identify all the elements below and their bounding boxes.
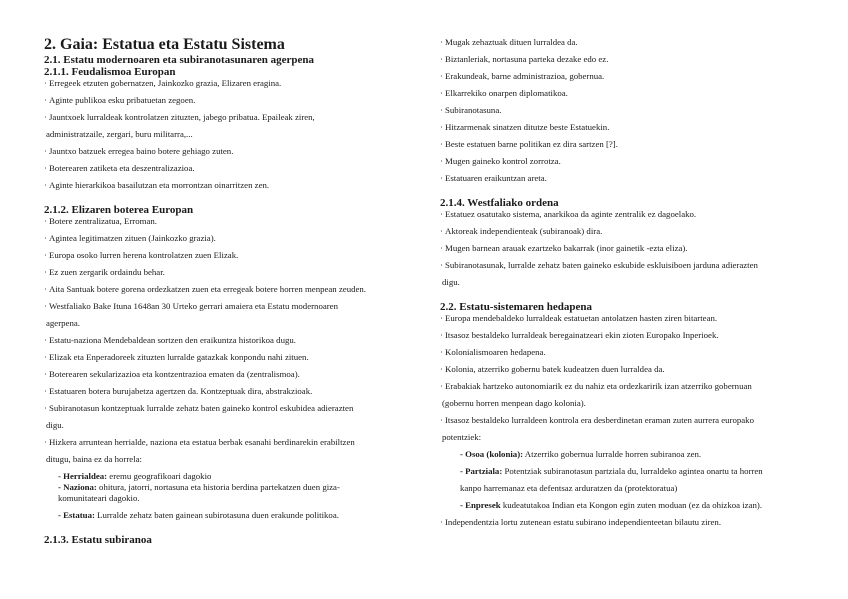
bullet-icon: ·: [440, 226, 443, 236]
bullet-icon: ·: [44, 301, 47, 311]
bullet-item-last: · Independentzia lortu zutenean estatu subirano independienteetan bilautu ziren.: [440, 517, 722, 527]
bullet-icon: ·: [440, 313, 443, 323]
bullet-icon: ·: [44, 386, 47, 396]
bullet-icon: ·: [440, 105, 443, 115]
bullet-icon: ·: [44, 112, 47, 122]
bullet-item: · Erabakiak hartzeko autonomiarik ez du nahiz eta ordezkaririk izan atzerriko gobernuan: [440, 381, 752, 391]
bullet-item: · Europa mendebaldeko lurraldeak estatuetan antolatzen hasten ziren bitartean.: [440, 313, 718, 323]
bullet-icon: ·: [440, 139, 443, 149]
bullet-item: · Elizak eta Enperadoreek zituzten lurralde gatazkak konpondu nahi zituen.: [44, 352, 309, 362]
bullet-item: · Jauntxo batzuek erregea baino botere gehiago zuten.: [44, 146, 234, 156]
bullet-item: · Boterearen zatiketa eta deszentralizazioa.: [44, 163, 195, 173]
bullet-item: · Estatu-naziona Mendebaldean sortzen den eraikuntza historikoa dugu.: [44, 335, 296, 345]
bullet-icon: ·: [44, 180, 47, 190]
definition-estatua: - Estatua: Lurralde zehatz baten gainean subirotasuna duen erakunde politikoa.: [58, 510, 339, 520]
definition-naziona: - Naziona: ohitura, jatorri, nortasuna eta historia berdina partekatzen duen giza-: [58, 482, 340, 492]
definition-naziona-continuation: komunitateari dagokio.: [58, 493, 140, 503]
bullet-item: · Estatuaren botera burujabetza agertzen da. Kontzeptuak dira, abstrakzioak.: [44, 386, 313, 396]
bullet-item: · Hizkera arruntean herrialde, naziona eta estatua berbak esanahi berdinarekin erabiltzen: [44, 437, 355, 447]
bullet-icon: ·: [440, 156, 443, 166]
bullet-icon: ·: [44, 369, 47, 379]
section-2-1-1-heading: 2.1.1. Feudalismoa Europan: [44, 66, 176, 78]
bullet-icon: ·: [44, 284, 47, 294]
bullet-icon: ·: [440, 381, 443, 391]
bullet-icon: ·: [440, 347, 443, 357]
bullet-item: · Itsasoz bestaldeko lurraldeak beregainatzeari ekin zioten Europako Inperioek.: [440, 330, 719, 340]
bullet-item: · Elkarrekiko onarpen diplomatikoa.: [440, 88, 568, 98]
bullet-icon: ·: [440, 54, 443, 64]
bullet-icon: ·: [44, 163, 47, 173]
bullet-item: · Botere zentralizatua, Erroman.: [44, 216, 157, 226]
bullet-item: · Westfaliako Bake Ituna 1648an 30 Urteko gerrari amaiera eta Estatu modernoaren: [44, 301, 338, 311]
bullet-continuation: digu.: [46, 420, 64, 430]
bullet-item: · Subiranotasuna.: [440, 105, 502, 115]
type-osoa: - Osoa (kolonia): Atzerriko gobernua lurralde horren subiranoa zen.: [460, 449, 702, 459]
bullet-icon: ·: [440, 209, 443, 219]
bullet-icon: ·: [440, 364, 443, 374]
bullet-item: · Hitzarmenak sinatzen ditutze beste Estatuekin.: [440, 122, 610, 132]
bullet-item: · Estatuez osatutako sistema, anarkikoa da aginte zentralik ez dagoelako.: [440, 209, 697, 219]
bullet-continuation: agerpena.: [46, 318, 80, 328]
type-enpresek: - Enpresek kudeatutakoa Indian eta Kongon egin zuten moduan (ez da ohizkoa izan).: [460, 500, 763, 510]
bullet-icon: ·: [44, 267, 47, 277]
bullet-item: · Subiranotasun kontzeptuak lurralde zehatz baten gaineko kontrol eskubidea adierazten: [44, 403, 354, 413]
bullet-icon: ·: [440, 88, 443, 98]
bullet-item: · Erakundeak, barne administrazioa, gobernua.: [440, 71, 605, 81]
bullet-icon: ·: [440, 330, 443, 340]
bullet-item: · Subiranotasunak, lurralde zehatz baten gaineko eskubide eskluisiboen jarduna adierazten: [440, 260, 758, 270]
bullet-continuation: potentziek:: [442, 432, 482, 442]
section-2-1-4-heading: 2.1.4. Westfaliako ordena: [440, 197, 559, 209]
bullet-icon: ·: [440, 517, 443, 527]
bullet-item: · Agintea legitimatzen zituen (Jainkozko grazia).: [44, 233, 216, 243]
bullet-item: · Aktoreak independienteak (subiranoak) dira.: [440, 226, 603, 236]
bullet-continuation: digu.: [442, 277, 460, 287]
bullet-continuation: ditugu, baina ez da horrela:: [46, 454, 142, 464]
section-2-1-2-heading: 2.1.2. Elizaren boterea Europan: [44, 204, 194, 216]
page-title: 2. Gaia: Estatua eta Estatu Sistema: [44, 36, 285, 53]
section-2-2-heading: 2.2. Estatu-sistemaren hedapena: [440, 301, 592, 313]
bullet-icon: ·: [440, 71, 443, 81]
bullet-continuation: administratzaile, zergari, buru militarra,...: [46, 129, 193, 139]
bullet-item: · Aginte hierarkikoa basailutzan eta morrontzan oinarritzen zen.: [44, 180, 270, 190]
bullet-icon: ·: [440, 122, 443, 132]
bullet-icon: ·: [440, 415, 443, 425]
bullet-continuation: (gobernu horren menpean dago kolonia).: [442, 398, 586, 408]
bullet-icon: ·: [440, 260, 443, 270]
bullet-item: · Europa osoko lurren herena kontrolatzen zuen Elizak.: [44, 250, 239, 260]
bullet-icon: ·: [44, 437, 47, 447]
definition-herrialdea: - Herrialdea: eremu geografikoari dagokio: [58, 471, 212, 481]
bullet-icon: ·: [44, 146, 47, 156]
bullet-icon: ·: [44, 335, 47, 345]
bullet-item: · Ez zuen zergarik ordaindu behar.: [44, 267, 165, 277]
bullet-icon: ·: [440, 37, 443, 47]
bullet-item: · Kolonia, atzerriko gobernu batek kudeatzen duen lurraldea da.: [440, 364, 665, 374]
bullet-icon: ·: [44, 216, 47, 226]
bullet-item: · Mugen gaineko kontrol zorrotza.: [440, 156, 561, 166]
bullet-item: · Beste estatuen barne politikan ez dira sartzen [?].: [440, 139, 618, 149]
bullet-icon: ·: [440, 173, 443, 183]
bullet-icon: ·: [44, 78, 47, 88]
bullet-icon: ·: [44, 250, 47, 260]
bullet-item: · Erregeek etzuten gobernatzen, Jainkozko grazia, Elizaren eragina.: [44, 78, 282, 88]
bullet-item: · Biztanleriak, nortasuna parteka dezake edo ez.: [440, 54, 609, 64]
section-2-1-3-heading: 2.1.3. Estatu subiranoa: [44, 534, 152, 546]
bullet-icon: ·: [44, 95, 47, 105]
bullet-icon: ·: [440, 243, 443, 253]
type-partziala: - Partziala: Potentziak subiranotasun partziala du, lurraldeko agintea onartu ta horren: [460, 466, 763, 476]
bullet-item: · Itsasoz bestaldeko lurraldeen kontrola era desberdinetan eraman zuten aurrera europako: [440, 415, 754, 425]
section-2-1-heading: 2.1. Estatu modernoaren eta subiranotasunaren agerpena: [44, 54, 315, 66]
bullet-item: · Aginte publikoa esku pribatuetan zegoen.: [44, 95, 196, 105]
right-column: [440, 37, 835, 534]
type-partziala-continuation: kanpo harremanaz eta defentsaz arduratzen da (protektoratua): [460, 483, 678, 493]
bullet-item: · Boterearen sekularizazioa eta kontzentrazioa ematen da (zentralismoa).: [44, 369, 300, 379]
bullet-item: · Mugen barnean arauak ezartzeko bakarrak (inor gainetik -ezta eliza).: [440, 243, 688, 253]
left-column: [44, 37, 439, 546]
bullet-item: · Jauntxoek lurraldeak kontrolatzen zituzten, jabego pribatua. Epaileak ziren,: [44, 112, 315, 122]
bullet-icon: ·: [44, 352, 47, 362]
bullet-icon: ·: [44, 233, 47, 243]
bullet-item: · Kolonialismoaren hedapena.: [440, 347, 546, 357]
bullet-item: · Mugak zehaztuak dituen lurraldea da.: [440, 37, 578, 47]
bullet-item: · Estatuaren eraikuntzan areta.: [440, 173, 547, 183]
bullet-icon: ·: [44, 403, 47, 413]
bullet-item: · Aita Santuak botere gorena ordezkatzen zuen eta erregeak botere horren menpean zeuden.: [44, 284, 367, 294]
